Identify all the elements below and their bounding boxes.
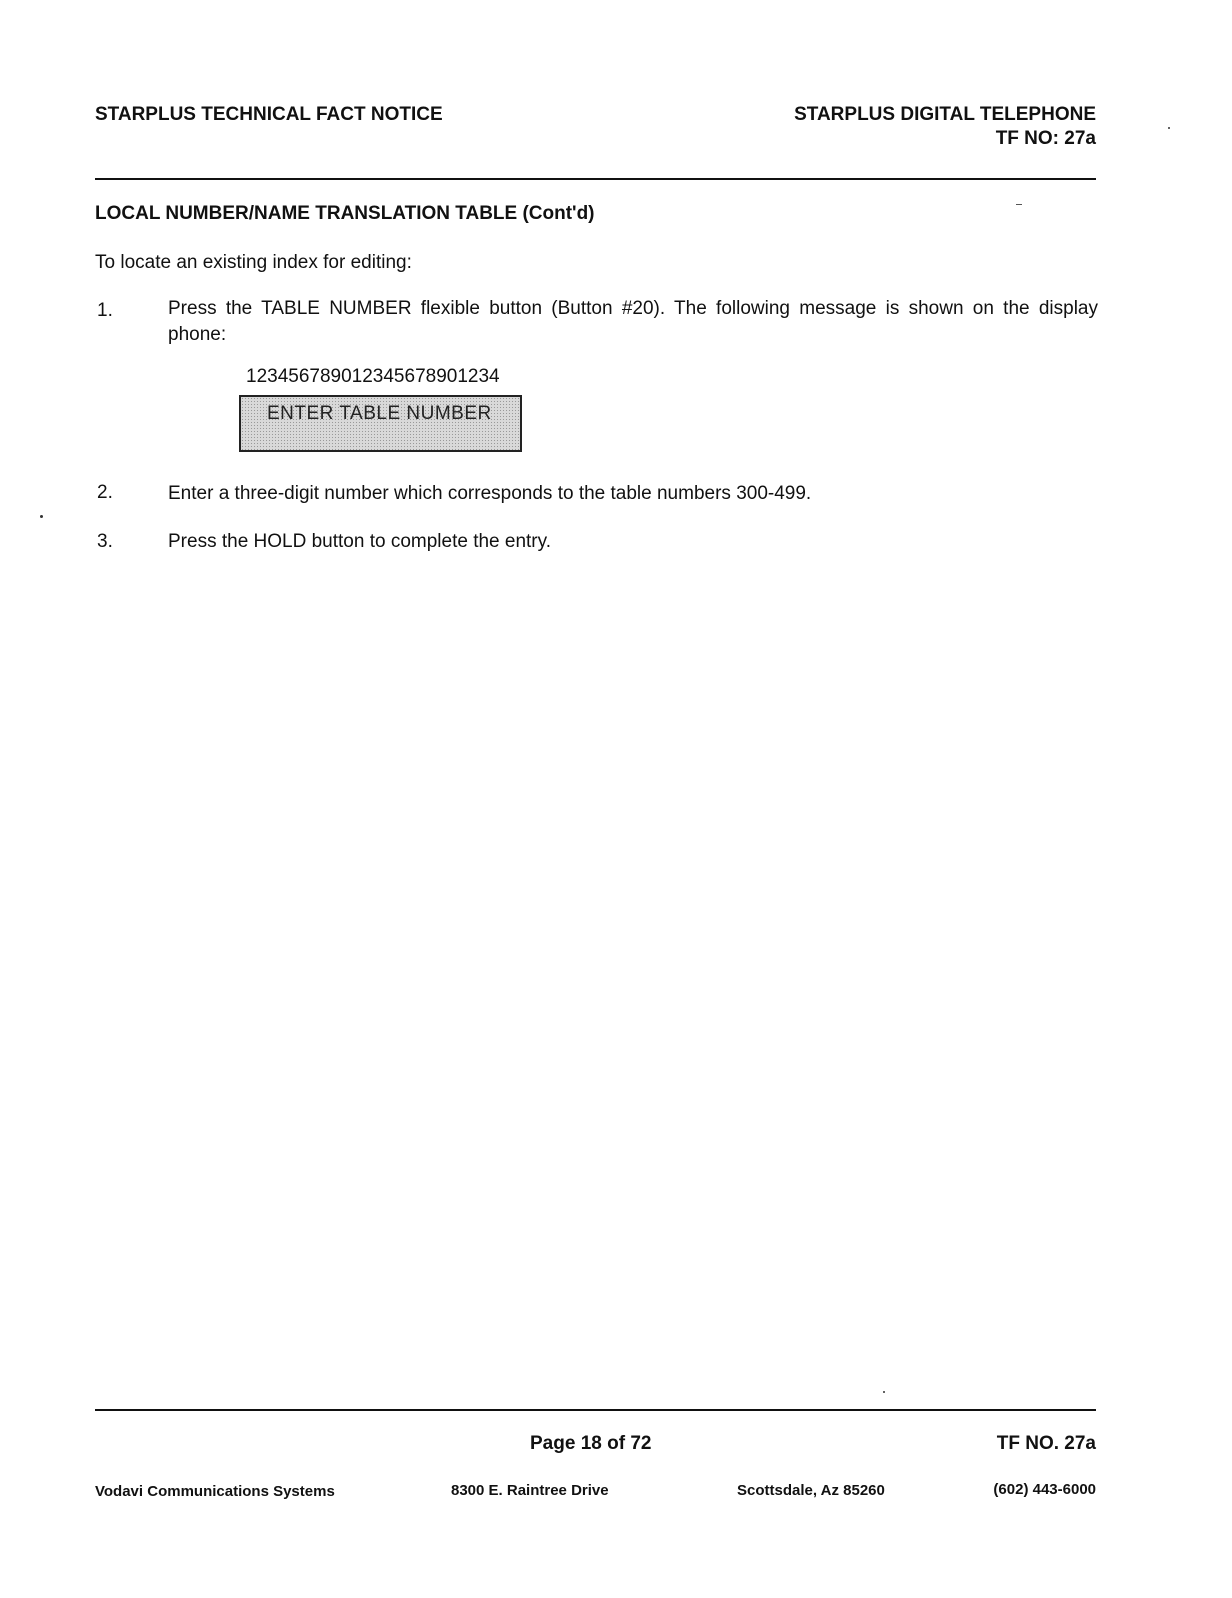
footer-page-number: Page 18 of 72	[530, 1433, 652, 1454]
step-text: Enter a three-digit number which corresponds to the table numbers 300-499.	[168, 483, 812, 504]
section-title: LOCAL NUMBER/NAME TRANSLATION TABLE (Cont'd)	[95, 203, 595, 224]
display-ruler: 123456789012345678901234	[246, 366, 500, 387]
step-text: Press the TABLE NUMBER flexible button (Button #20). The following message is shown on the display phone:	[168, 298, 1098, 345]
step-number: 2.	[97, 482, 113, 503]
scan-speck	[883, 1391, 885, 1393]
footer-phone: (602) 443-6000	[993, 1481, 1096, 1498]
footer-company: Vodavi Communications Systems	[95, 1483, 335, 1500]
lcd-message: ENTER TABLE NUMBER	[267, 403, 492, 424]
header-right-title: STARPLUS DIGITAL TELEPHONE	[794, 104, 1096, 125]
footer-address: 8300 E. Raintree Drive	[451, 1482, 609, 1499]
header-left-title: STARPLUS TECHNICAL FACT NOTICE	[95, 104, 443, 125]
header-tf-number: TF NO: 27a	[995, 128, 1096, 149]
footer-rule	[95, 1409, 1096, 1411]
step-number: 3.	[97, 531, 113, 552]
scan-speck	[40, 515, 43, 518]
intro-text: To locate an existing index for editing:	[95, 252, 412, 273]
scan-speck	[1168, 127, 1170, 129]
footer-tf-number: TF NO. 27a	[996, 1433, 1096, 1454]
step-text: Press the HOLD button to complete the entry.	[168, 531, 552, 552]
scan-mark	[1016, 204, 1022, 205]
header-rule	[95, 178, 1096, 180]
step-number: 1.	[97, 300, 113, 321]
footer-city: Scottsdale, Az 85260	[737, 1482, 885, 1499]
lcd-display	[239, 395, 522, 452]
